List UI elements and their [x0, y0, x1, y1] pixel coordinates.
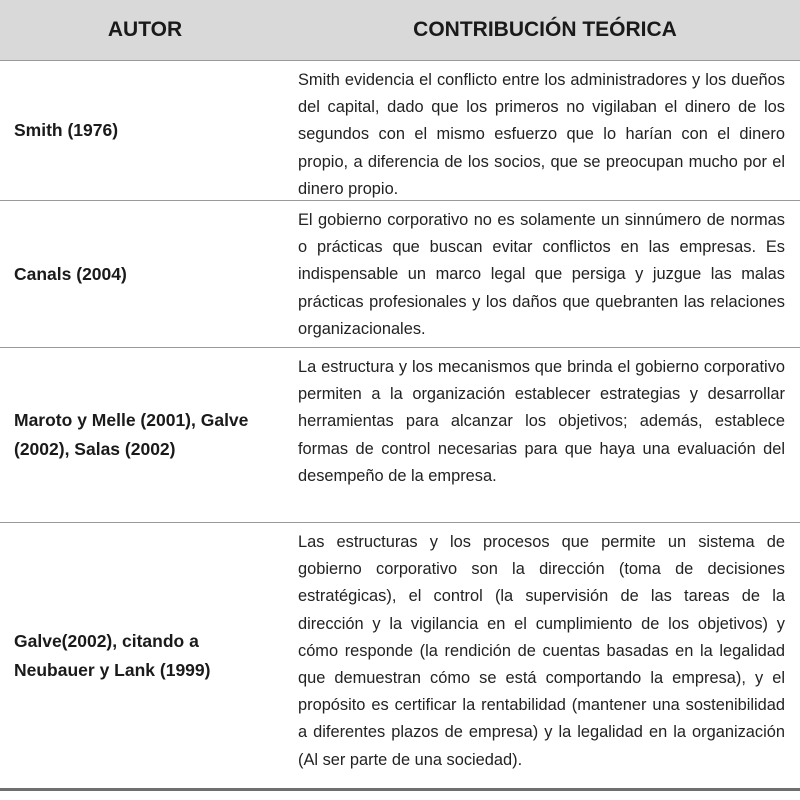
author-text: Smith (1976) [14, 120, 119, 140]
author-cell [14, 348, 276, 522]
contribution-cell: La estructura y los mecanismos que brinda el gobierno corporativo permiten a la organización establecer estrategias y desarrollar herramientas para alcanzar los objetivos; además, establece formas de control necesarias para que haya una evaluación del desempeño de la empresa. [298, 358, 785, 485]
table-row [0, 61, 800, 201]
table-row [0, 348, 800, 523]
header-contribution: CONTRIBUCIÓN TEÓRICA [413, 18, 677, 41]
author-text: Maroto y Melle (2001), Galve (2002), Salas (2002) [14, 410, 249, 459]
author-cell [14, 201, 276, 347]
author-text: Galve(2002), citando a Neubauer y Lank (1999) [14, 630, 211, 680]
contribution-cell: Las estructuras y los procesos que permite un sistema de gobierno corporativo son la dirección (toma de decisiones estratégicas), el control (la supervisión de las tareas de la dirección y la vigilancia en el cumplimiento de los objetivos) y cómo responde (la rendición de cuentas basadas en la legalidad que demuestran cómo se está comportando la empresa), y el propósito es certificar la rentabilidad (mantener una sostenibilidad a diferentes plazos de empresa) y la legalidad en la organización (Al ser parte de una sociedad). [298, 533, 785, 769]
author-cell [14, 523, 276, 788]
header-author: AUTOR [107, 18, 183, 41]
table-row [0, 201, 800, 348]
author-text: Canals (2004) [14, 263, 127, 284]
contribution-cell: Smith evidencia el conflicto entre los administradores y los dueños del capital, dado que los primeros no vigilaban el dinero de los segundos con el mismo esfuerzo que lo harían con el dinero propio, a diferencia de los socios, que se preocupan mucho por el dinero propio. [298, 71, 785, 198]
contribution-cell: El gobierno corporativo no es solamente un sinnúmero de normas o prácticas que buscan evitar conflictos en las empresas. Es indispensable un marco legal que persiga y juzgue las malas prácticas profesionales y los daños que quebranten las relaciones organizacionales. [298, 211, 785, 338]
table-header [0, 0, 800, 61]
author-cell [14, 61, 276, 200]
table-row [0, 523, 800, 791]
